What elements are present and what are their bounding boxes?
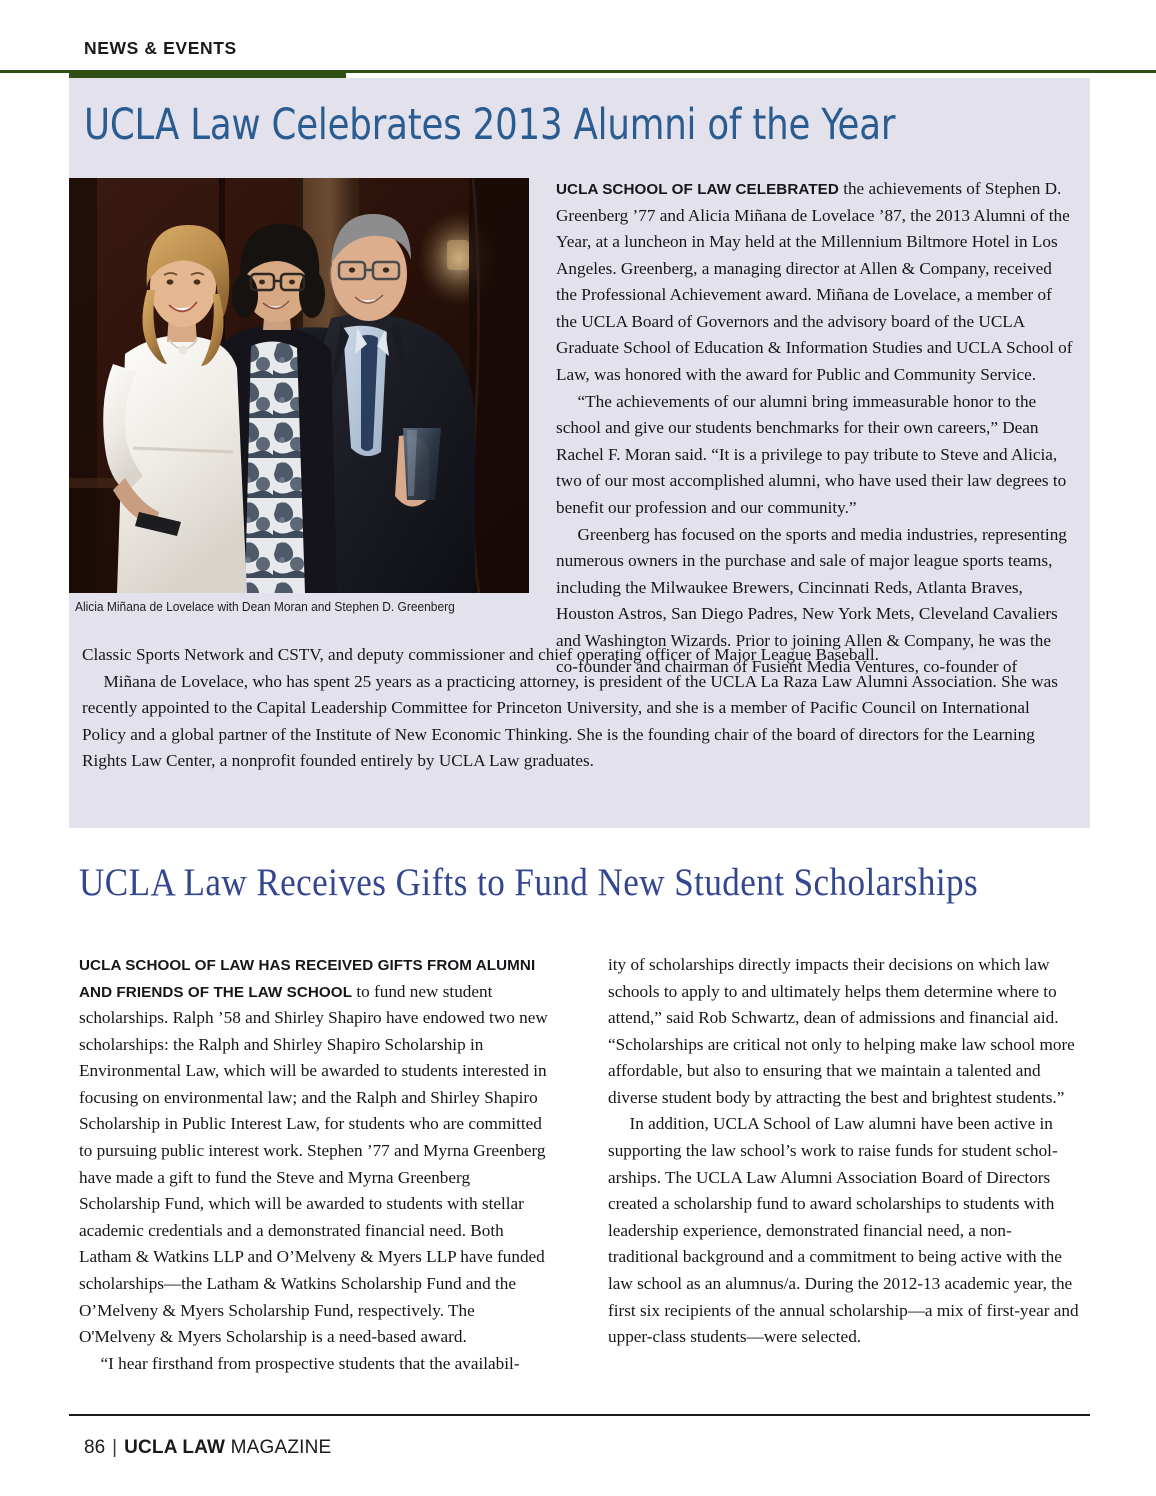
feature-photo-image [69,178,529,593]
feature-paragraph-1-text: the achievements of Stephen D. Greenberg ’77 and Alicia Miñana de Lovelace ’87, the 2013 Alumni of the Year, at a luncheon in May held at the Millennium Biltmore Hotel in Los Angeles. Greenberg, a managing director at Allen & Company, received the Professional Achievement award. Miñana de Lovelace, a member of the UCLA Board of Governors and the advisory board of the UCLA Graduate School of Education & Information Studies and UCLA School of Law, was honored with the award for Public and Community Service. [556,179,1073,385]
feature-paragraph-4: Miñana de Lovelace, who has spent 25 years as a practicing attorney, is president of the UCLA La Raza Law Alumni Association. She was recently appointed to the Capital Leadership Committee for Princeton University, and she is a member of Pacific Council on International Policy and a global partner of the Institute of New Economic Thinking. She is the founding chair of the board of directors for the Learning Rights Law Center, a nonprofit founded entirely by UCLA Law graduates. [82,671,1058,771]
page-number: 86 [84,1437,106,1458]
footer-rule [69,1414,1090,1416]
feature-body-right-column [556,176,1074,681]
scholarships-lead-in: UCLA SCHOOL OF LAW HAS RECEIVED GIFTS FROM ALUMNI AND FRIENDS OF THE LAW SCHOOL [79,957,536,1001]
scholarships-paragraph-1 [79,952,550,1351]
feature-paragraph-3: Greenberg has focused on the sports and media industries, representing numerous owners in the purchase and sale of major league sports teams, including the Milwaukee Brewers, Cincinnati Reds, Atlanta Braves, Houston Astros, San Diego Padres, New York Mets, Cleveland Cavaliers and Washington Wizards. Prior to joining Allen & Company, he was the co-founder and chairman of Fusient Media Ventures, co-founder of [556,524,1067,677]
running-head-label: NEWS & EVENTS [84,38,237,58]
feature-headline: UCLA Law Celebrates 2013 Alumni of the Year [84,100,896,150]
scholarships-article [69,861,1090,1373]
footer [84,1438,331,1457]
scholarships-paragraph-2: “I hear firsthand from prospective students that the availabil- [100,1353,520,1373]
footer-magazine-word: MAGAZINE [230,1437,332,1458]
scholarships-paragraph-4: In addition, UCLA School of Law alumni have been active in supporting the law school’s work to raise funds for student schol-arships. The UCLA Law Alumni Association Board of Directors created a scholarship fund to award scholarships to students with leadership experience, demonstrated financial need, a non-traditional background and a commitment to being active with the law school as an alumnus/a. During the 2012-13 academic year, the first six recipients of the annual scholarship—a mix of first-year and upper-class students—were selected. [608,1114,1079,1347]
header-rule-thick [69,70,346,78]
running-head [0,0,1156,78]
scholarships-paragraph-3: ity of scholarships directly impacts their decisions on which law schools to apply to and ultimately helps them determine where to attend,” said Rob Schwartz, dean of admissions and financial aid. “Scholarships are critical not only to helping make law school more affordable, but also to ensuring that we maintain a talented and diverse student body by attracting the best and brightest students.” [608,955,1075,1107]
footer-brand: UCLA LAW [124,1437,226,1458]
feature-photo [69,178,529,593]
scholarships-columns [79,952,1079,1377]
scholarships-right-column [608,952,1079,1377]
footer-separator: | [112,1437,118,1458]
scholarships-left-column [79,952,550,1377]
feature-paragraph-3-continued: Classic Sports Network and CSTV, and deputy commissioner and chief operating officer of Major League Baseball. [82,645,879,664]
feature-article-panel [69,78,1090,828]
feature-lead-in: UCLA SCHOOL OF LAW CELEBRATED [556,181,839,198]
feature-photo-caption: Alicia Miñana de Lovelace with Dean Moran and Stephen D. Greenberg [75,600,455,614]
feature-body-full-width [82,642,1077,775]
feature-paragraph-1 [556,176,1074,389]
scholarships-headline: UCLA Law Receives Gifts to Fund New Student Scholarships [79,861,979,904]
feature-paragraph-2: “The achievements of our alumni bring immeasurable honor to the school and give our students benchmarks for their own careers,” Dean Rachel F. Moran said. “It is a privilege to pay tribute to Steve and Alicia, two of our most accomplished alumni, who have used their law degrees to benefit our profession and our community.” [556,391,1067,517]
scholarships-paragraph-1-text: to fund new student scholarships. Ralph ’58 and Shirley Shapiro have endowed two new scholarships: the Ralph and Shirley Shapiro Scholarship in Environmental Law, which will be awarded to students interested in focusing on environmental law; and the Ralph and Shirley Shapiro Scholarship in Public Interest Law, for students who are committed to pursuing public interest work. Stephen ’77 and Myrna Greenberg have made a gift to fund the Steve and Myrna Greenberg Scholarship Fund, which will be awarded to students with stellar academic credentials and a demonstrated financial need. Both Latham & Watkins LLP and O’Melveny & Myers LLP have funded scholarships—the Latham & Watkins Scholarship Fund and the O’Melveny & Myers Scholarship Fund, respectively. The O'Melveny & Myers Scholarship is a need-based award. [79,981,548,1347]
